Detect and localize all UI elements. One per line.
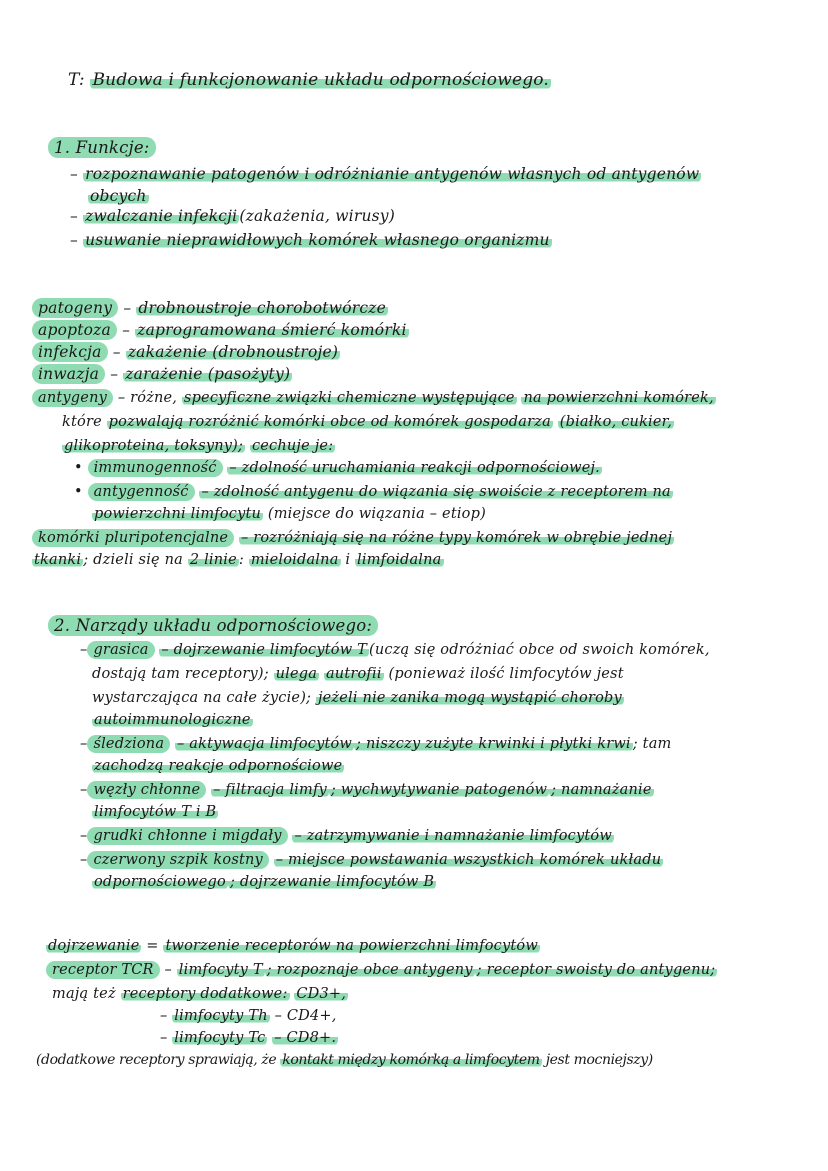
organ-szpik-2 xyxy=(92,872,436,892)
text-hl: limfocytów T i B xyxy=(94,804,217,820)
organ-term: grudki chłonne i migdały xyxy=(87,827,287,845)
separator: – xyxy=(123,299,132,317)
definition-text-hl: specyficzne związki chemiczne występujące xyxy=(183,390,515,406)
organ-term: węzły chłonne xyxy=(87,781,206,799)
text: jest mocniejszy) xyxy=(545,1052,653,1068)
list-item-text: usuwanie nieprawidłowych komórek własnego organizmu xyxy=(85,231,550,249)
organ-term: czerwony szpik kostny xyxy=(87,851,268,869)
text-hl: dojrzewanie xyxy=(48,938,140,954)
text: (dodatkowe receptory sprawiają, że xyxy=(36,1052,277,1068)
separator: – xyxy=(117,390,126,406)
bullet-def: – zdolność antygenu do wiązania się swoiście z receptorem na xyxy=(201,484,671,500)
organ-wezly-2 xyxy=(92,802,218,822)
text-hl: (białko, cukier, xyxy=(559,414,673,430)
section2-heading-text: 2. Narządy układu odpornościowego: xyxy=(48,615,378,636)
definition-term: infekcja xyxy=(32,342,108,362)
bullet-cont xyxy=(92,504,486,524)
bullet-antygennosc xyxy=(74,482,673,502)
list-item xyxy=(70,206,395,226)
list-item-rest: (zakażenia, wirusy) xyxy=(239,207,395,225)
text-hl: cechuje je: xyxy=(251,438,334,454)
text: wystarczająca na całe życie); xyxy=(92,690,312,706)
list-item-text: zwalczanie infekcji xyxy=(85,207,238,225)
text-hl: ; rozpoznaje obce antygeny xyxy=(266,962,473,978)
text-hl: limfoidalna xyxy=(357,552,442,568)
definition-inwazja xyxy=(32,364,292,384)
antigen-cont-2 xyxy=(62,436,335,456)
dash: – xyxy=(70,231,78,249)
definition-term: antygeny xyxy=(32,389,113,407)
definition-text: różne, xyxy=(130,390,178,406)
definition-text: zarażenie (pasożyty) xyxy=(125,365,291,383)
bottom-line-1 xyxy=(46,936,540,956)
organ-grasica-4 xyxy=(92,710,253,730)
bottom-line-3 xyxy=(52,984,348,1004)
bottom-line-5 xyxy=(160,1028,338,1048)
text-hl: ; dojrzewanie limfocytów B xyxy=(229,874,435,890)
text: mają też xyxy=(52,986,116,1002)
definition-patogeny xyxy=(32,298,388,318)
text-hl: glikoproteina, toksyny); xyxy=(64,438,244,454)
text-hl: receptory dodatkowe: xyxy=(122,986,288,1002)
organ-def: ; namnażanie xyxy=(551,782,652,798)
text: ; dzieli się na xyxy=(83,552,184,568)
definition-infekcja xyxy=(32,342,340,362)
bullet-immunogennosc xyxy=(74,458,602,478)
definition-text: zakażenie (drobnoustroje) xyxy=(127,343,339,361)
section2-heading xyxy=(48,616,378,636)
text-hl: – CD8+. xyxy=(274,1030,337,1046)
text: które xyxy=(62,414,102,430)
separator: – xyxy=(112,343,121,361)
definition-antygeny xyxy=(32,388,716,408)
bottom-line-2 xyxy=(46,960,717,980)
definition-text-hl: na powierzchni komórek, xyxy=(523,390,714,406)
pluri-line-1 xyxy=(32,528,674,548)
pluri-def: – rozróżniają się na różne typy komórek w obrębie jednej xyxy=(240,530,673,546)
pluri-line-2 xyxy=(32,550,444,570)
text-hl: 2 linie xyxy=(189,552,237,568)
organ-def: – aktywacja limfocytów xyxy=(177,736,353,752)
organ-wezly-1: – węzły chłonne – filtracja limfy ; wychwytywanie patogenów ; namnażanie xyxy=(80,782,652,798)
text-hl: pozwalają rozróżnić komórki obce od komórek gospodarza xyxy=(108,414,551,430)
antigen-cont-1 xyxy=(62,412,674,432)
separator: – xyxy=(122,321,131,339)
dash: – xyxy=(70,165,78,183)
organ-def: ; wychwytywanie patogenów xyxy=(330,782,548,798)
text: : xyxy=(238,552,244,568)
text-hl: limfocyty T xyxy=(178,962,263,978)
definition-term: inwazja xyxy=(32,364,105,384)
list-item xyxy=(70,164,701,184)
organ-def: ; niszczy zużyte krwinki i płytki krwi xyxy=(356,736,631,752)
bullet-dot: • xyxy=(74,484,83,500)
bottom-line-6 xyxy=(36,1050,653,1070)
text-hl: ulega xyxy=(275,666,318,682)
organ-sledziona-1: – śledziona – aktywacja limfocytów ; niszczy zużyte krwinki i płytki krwi ; tam xyxy=(80,736,672,752)
text: i xyxy=(345,552,351,568)
text-hl: kontakt między komórką a limfocytem xyxy=(282,1052,540,1068)
text-hl: jeżeli nie zanika mogą wystąpić choroby xyxy=(317,690,622,706)
list-item-text: rozpoznawanie patogenów i odróżnianie antygenów własnych od antygenów xyxy=(85,165,700,183)
text-hl: autrofii xyxy=(325,666,382,682)
organ-def: – zatrzymywanie i namnażanie limfocytów xyxy=(294,828,612,844)
bullet-term: immunogenność xyxy=(88,459,223,477)
text: – xyxy=(160,1030,168,1046)
definition-text: zaprogramowana śmierć komórki xyxy=(137,321,407,339)
organ-def: – filtracja limfy xyxy=(213,782,327,798)
text-hl: tworzenie receptorów na powierzchni limfocytów xyxy=(165,938,538,954)
organ-grudki: – grudki chłonne i migdały – zatrzymywanie i namnażanie limfocytów xyxy=(80,828,612,844)
text: – xyxy=(160,1008,168,1024)
organ-grasica-3 xyxy=(92,688,624,708)
organ-term: grasica xyxy=(87,641,154,659)
text-hl: limfocyty Th xyxy=(174,1008,268,1024)
bullet-def: – zdolność uruchamiania reakcji odpornościowej. xyxy=(229,460,600,476)
organ-def: – dojrzewanie limfocytów T xyxy=(161,642,367,658)
organ-grasica-1: – grasica – dojrzewanie limfocytów T (uczą się odróżniać obce od swoich komórek, xyxy=(80,642,710,658)
text-hl: mieloidalna xyxy=(250,552,339,568)
list-item-text: obcych xyxy=(90,187,147,205)
organ-def: – miejsce powstawania wszystkich komórek układu xyxy=(275,852,662,868)
text-hl: tkanki xyxy=(34,552,82,568)
list-item xyxy=(70,230,552,250)
organ-grasica-2 xyxy=(92,664,624,684)
bullet-def: powierzchni limfocytu xyxy=(94,506,262,522)
organ-sledziona-2 xyxy=(92,756,344,776)
section1-heading-text: 1. Funkcje: xyxy=(48,137,156,158)
text-hl: CD3+, xyxy=(296,986,347,1002)
text-hl: receptor TCR xyxy=(46,961,160,979)
list-item-cont xyxy=(88,186,149,206)
text: (ponieważ ilość limfocytów jest xyxy=(388,666,624,682)
pluri-term: komórki pluripotencjalne xyxy=(32,529,234,547)
text-hl: ; receptor swoisty do antygenu; xyxy=(476,962,716,978)
bottom-line-4 xyxy=(160,1006,337,1026)
text-hl: zachodzą reakcje odpornościowe xyxy=(94,758,343,774)
text-hl: autoimmunologiczne xyxy=(94,712,251,728)
definition-apoptoza xyxy=(32,320,409,340)
organ-def-plain: (uczą się odróżniać obce od swoich komórek, xyxy=(369,642,710,658)
organ-term: śledziona xyxy=(87,735,170,753)
organ-szpik-1: – czerwony szpik kostny – miejsce powstawania wszystkich komórek układu xyxy=(80,852,662,868)
page-title xyxy=(68,70,551,90)
bullet-term: antygenność xyxy=(88,483,195,501)
title-prefix: T: xyxy=(68,70,85,90)
separator: – xyxy=(110,365,119,383)
title-text: Budowa i funkcjonowanie układu odpornościowego. xyxy=(92,70,550,90)
definition-text: drobnoustroje chorobotwórcze xyxy=(138,299,386,317)
dash: – xyxy=(70,207,78,225)
text: – xyxy=(164,962,172,978)
definition-term: apoptoza xyxy=(32,320,117,340)
text: ; tam xyxy=(632,736,672,752)
text-hl: odpornościowego xyxy=(94,874,226,890)
bullet-paren: (miejsce do wiązania – etiop) xyxy=(267,506,486,522)
section1-heading xyxy=(48,138,156,158)
text: dostają tam receptory); xyxy=(92,666,269,682)
bullet-dot: • xyxy=(74,460,83,476)
text: – CD4+, xyxy=(274,1008,337,1024)
definition-term: patogeny xyxy=(32,298,118,318)
text-hl: limfocyty Tc xyxy=(174,1030,266,1046)
text: = xyxy=(146,938,159,954)
